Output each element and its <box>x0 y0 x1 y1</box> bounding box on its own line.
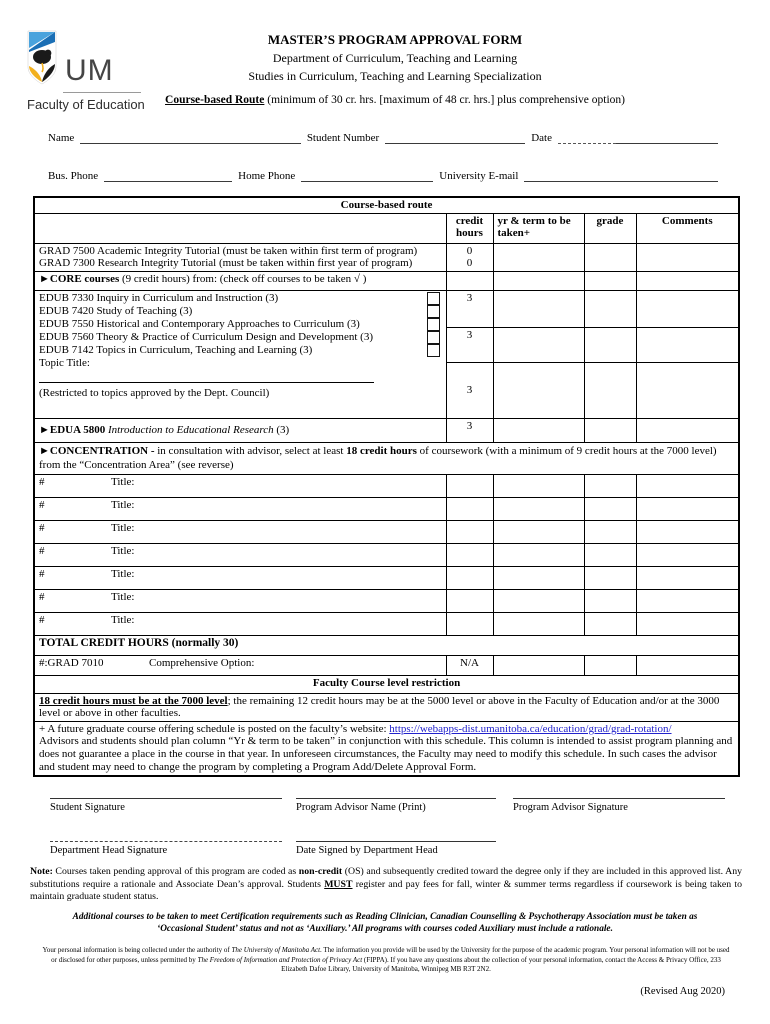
conc7-credit-cell[interactable] <box>446 612 493 635</box>
core-course-list-cell <box>34 290 446 418</box>
grad-credit-hours-cell: 0 0 <box>446 243 493 271</box>
advisor-name-label: Program Advisor Name (Print) <box>296 802 426 813</box>
advisor-signature-label: Program Advisor Signature <box>513 802 628 813</box>
contact-row <box>48 168 724 182</box>
email-label: University E-mail <box>439 170 519 182</box>
group1-grade-cell[interactable] <box>584 290 636 327</box>
core-credit-cell <box>446 271 493 290</box>
course-row-edub7330: EDUB 7330 Inquiry in Curriculum and Instruction (3) <box>39 292 442 305</box>
student-signature-line[interactable] <box>50 798 282 799</box>
conc7-grade-cell[interactable] <box>584 612 636 635</box>
concentration-row-3[interactable]: # Title: <box>34 520 446 543</box>
credit-hours-column-header: credit hours <box>446 213 493 243</box>
checkbox-edub7142[interactable] <box>427 344 440 357</box>
logo-divider <box>63 92 141 93</box>
group3-comments-cell[interactable] <box>636 362 739 418</box>
conc5-credit-cell[interactable] <box>446 566 493 589</box>
conc3-comments-cell[interactable] <box>636 520 739 543</box>
email-input[interactable] <box>524 168 718 182</box>
course-row-edub7550: EDUB 7550 Historical and Contemporary Approaches to Curriculum (3) <box>39 318 442 331</box>
grad-7500-row: GRAD 7500 Academic Integrity Tutorial (must be taken within first term of program) <box>39 244 418 257</box>
comprehensive-option-cell: #:GRAD 7010 Comprehensive Option: <box>34 655 446 675</box>
home-phone-input[interactable] <box>301 168 433 182</box>
grad-term-cell[interactable] <box>493 243 584 271</box>
concentration-row-5[interactable]: # Title: <box>34 566 446 589</box>
concentration-row-1[interactable]: # Title: <box>34 474 446 497</box>
total-credit-hours-row: TOTAL CREDIT HOURS (normally 30) <box>34 635 739 655</box>
schedule-footnote-cell: + A future graduate course offering schedule is posted on the faculty’s website: https://webapps-dist.umanitoba.ca/education/grad/grad-rotation/ Advisors and students should plan column “Yr & term to be taken” in conjunction with this schedule. This column is intended to assist program planning and does not guarantee a place in the course in that year. In unforeseen circumstances, the Faculty may need to modify this schedule. In such cases the advisor and student may need to change the program by completing a Program Add/Delete Approval Form. <box>34 721 739 776</box>
course-based-route-table <box>33 196 740 777</box>
core-grade-cell[interactable] <box>584 271 636 290</box>
restriction-text-cell: 18 credit hours must be at the 7000 level; the remaining 12 credit hours may be at the 5000 level or above in the Faculty of Education and/or at the 3000 level or above in other faculties. <box>34 693 739 721</box>
conc6-credit-cell[interactable] <box>446 589 493 612</box>
conc1-credit-cell[interactable] <box>446 474 493 497</box>
conc3-credit-cell[interactable] <box>446 520 493 543</box>
conc4-comments-cell[interactable] <box>636 543 739 566</box>
conc6-grade-cell[interactable] <box>584 589 636 612</box>
date-input[interactable] <box>558 130 616 144</box>
core-courses-header-cell: ►CORE courses (9 credit hours) from: (check off courses to be taken √ ) <box>34 271 446 290</box>
concentration-row-4[interactable]: # Title: <box>34 543 446 566</box>
conc5-grade-cell[interactable] <box>584 566 636 589</box>
conc1-grade-cell[interactable] <box>584 474 636 497</box>
form-header <box>150 32 640 106</box>
student-number-label: Student Number <box>306 132 380 144</box>
date-signed-label: Date Signed by Department Head <box>296 845 438 856</box>
name-input[interactable] <box>80 130 301 144</box>
core-term-cell[interactable] <box>493 271 584 290</box>
bus-phone-label: Bus. Phone <box>48 170 99 182</box>
conc3-grade-cell[interactable] <box>584 520 636 543</box>
group1-credit-cell: 3 <box>446 290 493 327</box>
certification-paragraph: Additional courses to be taken to meet Certification requirements such as Reading Clinician, Canadian Counselling & Psychotherapy Association must be taken as ‘Occasional Student’ status and not as ‘Auxiliary.’ All programs with courses coded Auxiliary must include a rationale. <box>72 912 698 934</box>
grad-grade-cell[interactable] <box>584 243 636 271</box>
edua5800-credit-cell: 3 <box>446 418 493 442</box>
concentration-row-6[interactable]: # Title: <box>34 589 446 612</box>
course-row-edub7420: EDUB 7420 Study of Teaching (3) <box>39 305 442 318</box>
conc5-term-cell[interactable] <box>493 566 584 589</box>
conc4-grade-cell[interactable] <box>584 543 636 566</box>
group1-comments-cell[interactable] <box>636 290 739 327</box>
conc6-comments-cell[interactable] <box>636 589 739 612</box>
comp-grade-cell[interactable] <box>584 655 636 675</box>
table-caption: Course-based route <box>34 197 739 213</box>
faculty-restriction-header: Faculty Course level restriction <box>34 675 739 693</box>
group2-comments-cell[interactable] <box>636 327 739 362</box>
um-logo-text: UM <box>65 54 114 87</box>
advisor-signature-line[interactable] <box>513 798 725 799</box>
grad-comments-cell[interactable] <box>636 243 739 271</box>
grad-tutorials-cell <box>34 243 446 271</box>
student-number-input[interactable] <box>385 130 525 144</box>
dept-head-signature-block <box>50 841 282 856</box>
conc2-grade-cell[interactable] <box>584 497 636 520</box>
group2-grade-cell[interactable] <box>584 327 636 362</box>
edua5800-comments-cell[interactable] <box>636 418 739 442</box>
topic-title-label: Topic Title: <box>39 356 90 369</box>
advisor-signature-block <box>513 798 725 813</box>
checkbox-edub7420[interactable] <box>427 305 440 318</box>
conc4-term-cell[interactable] <box>493 543 584 566</box>
comments-column-header: Comments <box>636 213 739 243</box>
comp-term-cell[interactable] <box>493 655 584 675</box>
advisor-name-block <box>296 798 496 813</box>
comp-credit-cell: N/A <box>446 655 493 675</box>
date-label: Date <box>531 132 552 144</box>
group1-term-cell[interactable] <box>493 290 584 327</box>
name-label: Name <box>48 132 75 144</box>
comp-comments-cell[interactable] <box>636 655 739 675</box>
concentration-row-7[interactable]: # Title: <box>34 612 446 635</box>
course-row-edub7142: EDUB 7142 Topics in Curriculum, Teaching and Learning (3) <box>39 344 442 357</box>
conc2-credit-cell[interactable] <box>446 497 493 520</box>
grad-rotation-link[interactable]: https://webapps-dist.umanitoba.ca/education/grad/grad-rotation/ <box>389 722 672 735</box>
conc3-term-cell[interactable] <box>493 520 584 543</box>
home-phone-label: Home Phone <box>238 170 296 182</box>
conc4-credit-cell[interactable] <box>446 543 493 566</box>
grade-column-header: grade <box>584 213 636 243</box>
form-title: MASTER’S PROGRAM APPROVAL FORM <box>267 32 523 47</box>
dept-head-signature-line[interactable] <box>50 841 282 842</box>
privacy-paragraph: Your personal information is being collected under the authority of The University of Manitoba Act. The information you provide will be used by the University for the purpose of the academic program. Your personal information will not be used or disclosed for other purposes, unless permitted by The Freedom of Information and Protection of Privacy Act (FIPPA). If you have any questions about the collection of your personal information, contact the Access & Privacy Office, 233 Elizabeth Dafoe Library, University of Manitoba, Winnipeg MB R3T 2N2. <box>42 946 730 974</box>
group2-term-cell[interactable] <box>493 327 584 362</box>
conc1-comments-cell[interactable] <box>636 474 739 497</box>
conc5-comments-cell[interactable] <box>636 566 739 589</box>
identity-row <box>48 130 724 144</box>
edua5800-cell: ►EDUA 5800 Introduction to Educational Research (3) <box>34 418 446 442</box>
conc1-term-cell[interactable] <box>493 474 584 497</box>
topic-title-input[interactable] <box>39 372 374 383</box>
course-row-edub7560: EDUB 7560 Theory & Practice of Curriculum Design and Development (3) <box>39 331 442 344</box>
concentration-row-2[interactable]: # Title: <box>34 497 446 520</box>
route-line <box>150 94 640 106</box>
note-paragraph: Note: Courses taken pending approval of this program are coded as non-credit (OS) and subsequently credited toward the degree only if they are included in this approved list. Any substitutions require a rationale and Associate Dean’s approval. Students MUST register and pay fees for fall, winter & summer terms regardless if coursework is being taken to maintain graduate student status. <box>30 866 743 902</box>
advisor-name-line[interactable] <box>296 798 496 799</box>
group3-grade-cell[interactable] <box>584 362 636 418</box>
date-input-line[interactable] <box>616 130 718 144</box>
bus-phone-input[interactable] <box>104 168 232 182</box>
core-comments-cell[interactable] <box>636 271 739 290</box>
group2-credit-cell: 3 <box>446 327 493 362</box>
conc7-term-cell[interactable] <box>493 612 584 635</box>
group3-term-cell[interactable] <box>493 362 584 418</box>
group3-credit-cell: 3 <box>446 362 493 418</box>
student-signature-label: Student Signature <box>50 802 125 813</box>
date-signed-block <box>296 841 496 856</box>
edua5800-term-cell[interactable] <box>493 418 584 442</box>
edua5800-grade-cell[interactable] <box>584 418 636 442</box>
conc2-comments-cell[interactable] <box>636 497 739 520</box>
dept-head-signature-label: Department Head Signature <box>50 845 168 856</box>
faculty-of-education-label: Faculty of Education <box>27 97 145 112</box>
conc6-term-cell[interactable] <box>493 589 584 612</box>
um-logo <box>27 30 157 112</box>
yr-term-column-header: yr & term to be taken+ <box>493 213 584 243</box>
restricted-note: (Restricted to topics approved by the Dept. Council) <box>39 386 270 399</box>
specialization-line: Studies in Curriculum, Teaching and Learning Specialization <box>248 69 542 83</box>
um-shield-icon <box>27 30 57 86</box>
conc7-comments-cell[interactable] <box>636 612 739 635</box>
checkbox-edub7560[interactable] <box>427 331 440 344</box>
student-signature-block <box>50 798 282 813</box>
department-line: Department of Curriculum, Teaching and Learning <box>272 51 518 65</box>
route-name: Course-based Route <box>165 94 265 106</box>
route-detail: (minimum of 30 cr. hrs. [maximum of 48 cr. hrs.] plus comprehensive option) <box>264 94 625 106</box>
date-signed-line[interactable] <box>296 841 496 842</box>
description-column-header <box>34 213 446 243</box>
conc2-term-cell[interactable] <box>493 497 584 520</box>
checkbox-edub7330[interactable] <box>427 292 440 305</box>
concentration-header-cell: ►CONCENTRATION - in consultation with advisor, select at least 18 credit hours of coursework (with a minimum of 9 credit hours at the 7000 level) from the “Concentration Area” (see reverse) <box>34 442 739 474</box>
revision-date: (Revised Aug 2020) <box>640 986 725 997</box>
checkbox-edub7550[interactable] <box>427 318 440 331</box>
grad-7300-row: GRAD 7300 Research Integrity Tutorial (must be taken within first year of program) <box>39 257 413 270</box>
